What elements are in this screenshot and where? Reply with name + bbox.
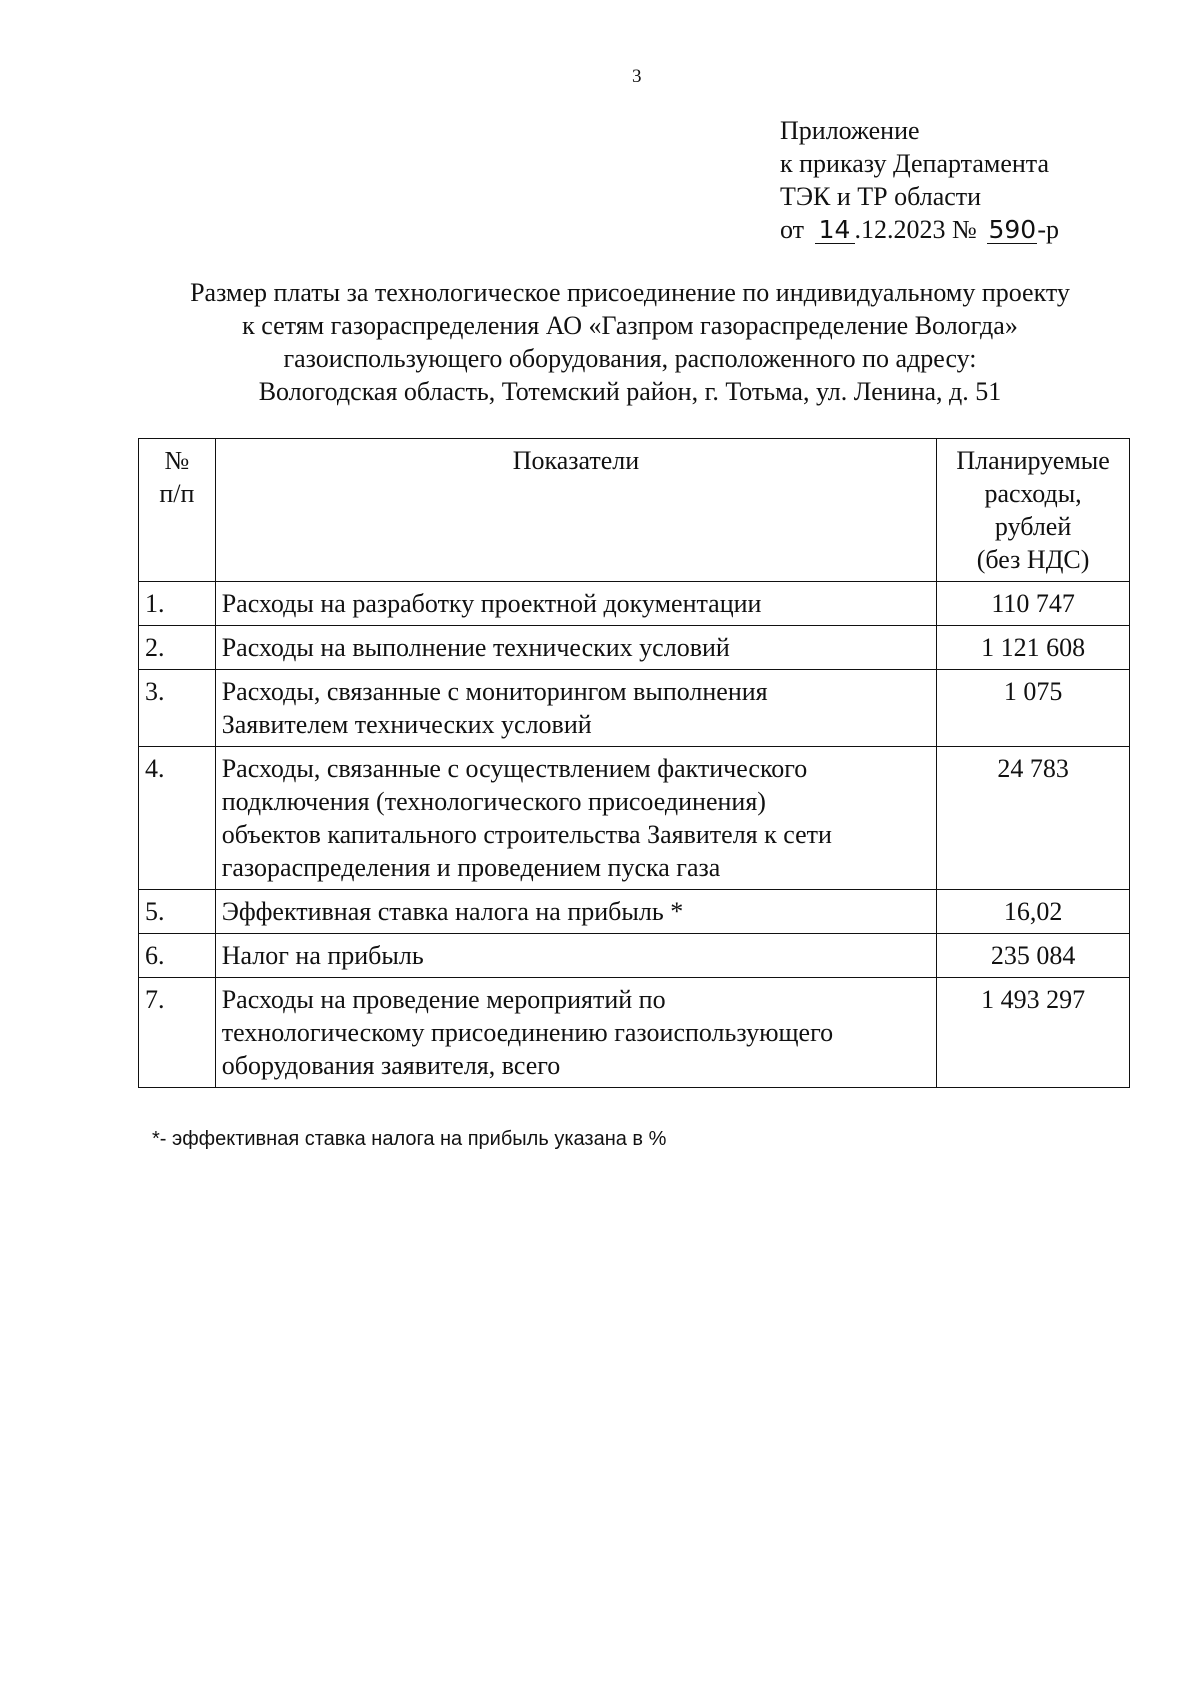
row-indicator [215,978,936,1088]
row-planned-cost: 24 783 [937,747,1130,890]
row-indicator [215,934,936,978]
row-indicator [215,626,936,670]
row-number: 5. [139,890,216,934]
header-number [139,439,216,582]
row-indicator [215,890,936,934]
title-line-1: Размер платы за технологическое присоединение по индивидуальному проекту [190,278,1070,307]
row-indicator-line: Заявителем технических условий [221,710,592,739]
table-body [139,582,1130,1088]
row-indicator [215,747,936,890]
table-header-row [139,439,1130,582]
row-indicator-line: Эффективная ставка налога на прибыль * [221,897,684,926]
row-indicator [215,582,936,626]
row-number: 2. [139,626,216,670]
table-row [139,978,1130,1088]
document-title [140,276,1120,408]
row-planned-cost: 16,02 [937,890,1130,934]
row-planned-cost: 110 747 [937,582,1130,626]
appendix-line-3: ТЭК и ТР области [780,182,982,211]
row-indicator-line: Расходы, связанные с мониторингом выполнения [221,677,768,706]
header-indicators: Показатели [215,439,936,582]
table-row [139,934,1130,978]
row-indicator-line: оборудования заявителя, всего [221,1051,561,1080]
table-row [139,747,1130,890]
row-number: 7. [139,978,216,1088]
table-row [139,670,1130,747]
header-cost-line-4: (без НДС) [976,545,1090,574]
header-cost-line-3: рублей [994,512,1072,541]
row-indicator-line: Расходы, связанные с осуществлением фактического [221,754,808,783]
appendix-line-1: Приложение [780,116,920,145]
row-planned-cost: 1 121 608 [937,626,1130,670]
row-planned-cost: 1 075 [937,670,1130,747]
footnote: *- эффективная ставка налога на прибыль указана в % [152,1128,667,1150]
handwritten-day: 14 [815,217,855,244]
title-line-3: газоиспользующего оборудования, расположенного по адресу: [283,344,977,373]
row-planned-cost: 1 493 297 [937,978,1130,1088]
order-suffix: -р [1037,215,1060,244]
row-indicator-line: Расходы на разработку проектной документации [221,589,762,618]
header-cost-line-1: Планируемые [956,446,1110,475]
row-planned-cost: 235 084 [937,934,1130,978]
header-cost-line-2: расходы, [984,479,1082,508]
cost-table [138,438,1130,1088]
title-line-2: к сетям газораспределения АО «Газпром газораспределение Вологда» [242,311,1018,340]
table-row [139,890,1130,934]
handwritten-order-number: 590 [988,215,1037,244]
table-row [139,626,1130,670]
row-number: 6. [139,934,216,978]
row-indicator-line: газораспределения и проведением пуска газа [221,853,721,882]
header-number-line-2: п/п [159,479,195,508]
table-row [139,582,1130,626]
row-indicator-line: технологическому присоединению газоиспользующего [221,1018,834,1047]
order-date-line [780,213,1059,246]
row-indicator-line: Расходы на выполнение технических условий [221,633,730,662]
date-rest: .12.2023 № [854,215,977,244]
row-indicator-line: объектов капитального строительства Заявителя к сети [221,820,832,849]
appendix-line-2: к приказу Департамента [780,149,1050,178]
header-planned-costs [937,439,1130,582]
row-indicator [215,670,936,747]
row-indicator-line: Налог на прибыль [221,941,424,970]
title-line-4: Вологодская область, Тотемский район, г. Тотьма, ул. Ленина, д. 51 [258,377,1002,406]
page-number: 3 [632,66,642,87]
appendix-header [780,114,1059,246]
row-number: 4. [139,747,216,890]
header-number-line-1: № [164,446,190,475]
row-indicator-line: Расходы на проведение мероприятий по [221,985,666,1014]
date-prefix: от [780,215,805,244]
row-number: 1. [139,582,216,626]
row-indicator-line: подключения (технологического присоединения) [221,787,766,816]
row-number: 3. [139,670,216,747]
